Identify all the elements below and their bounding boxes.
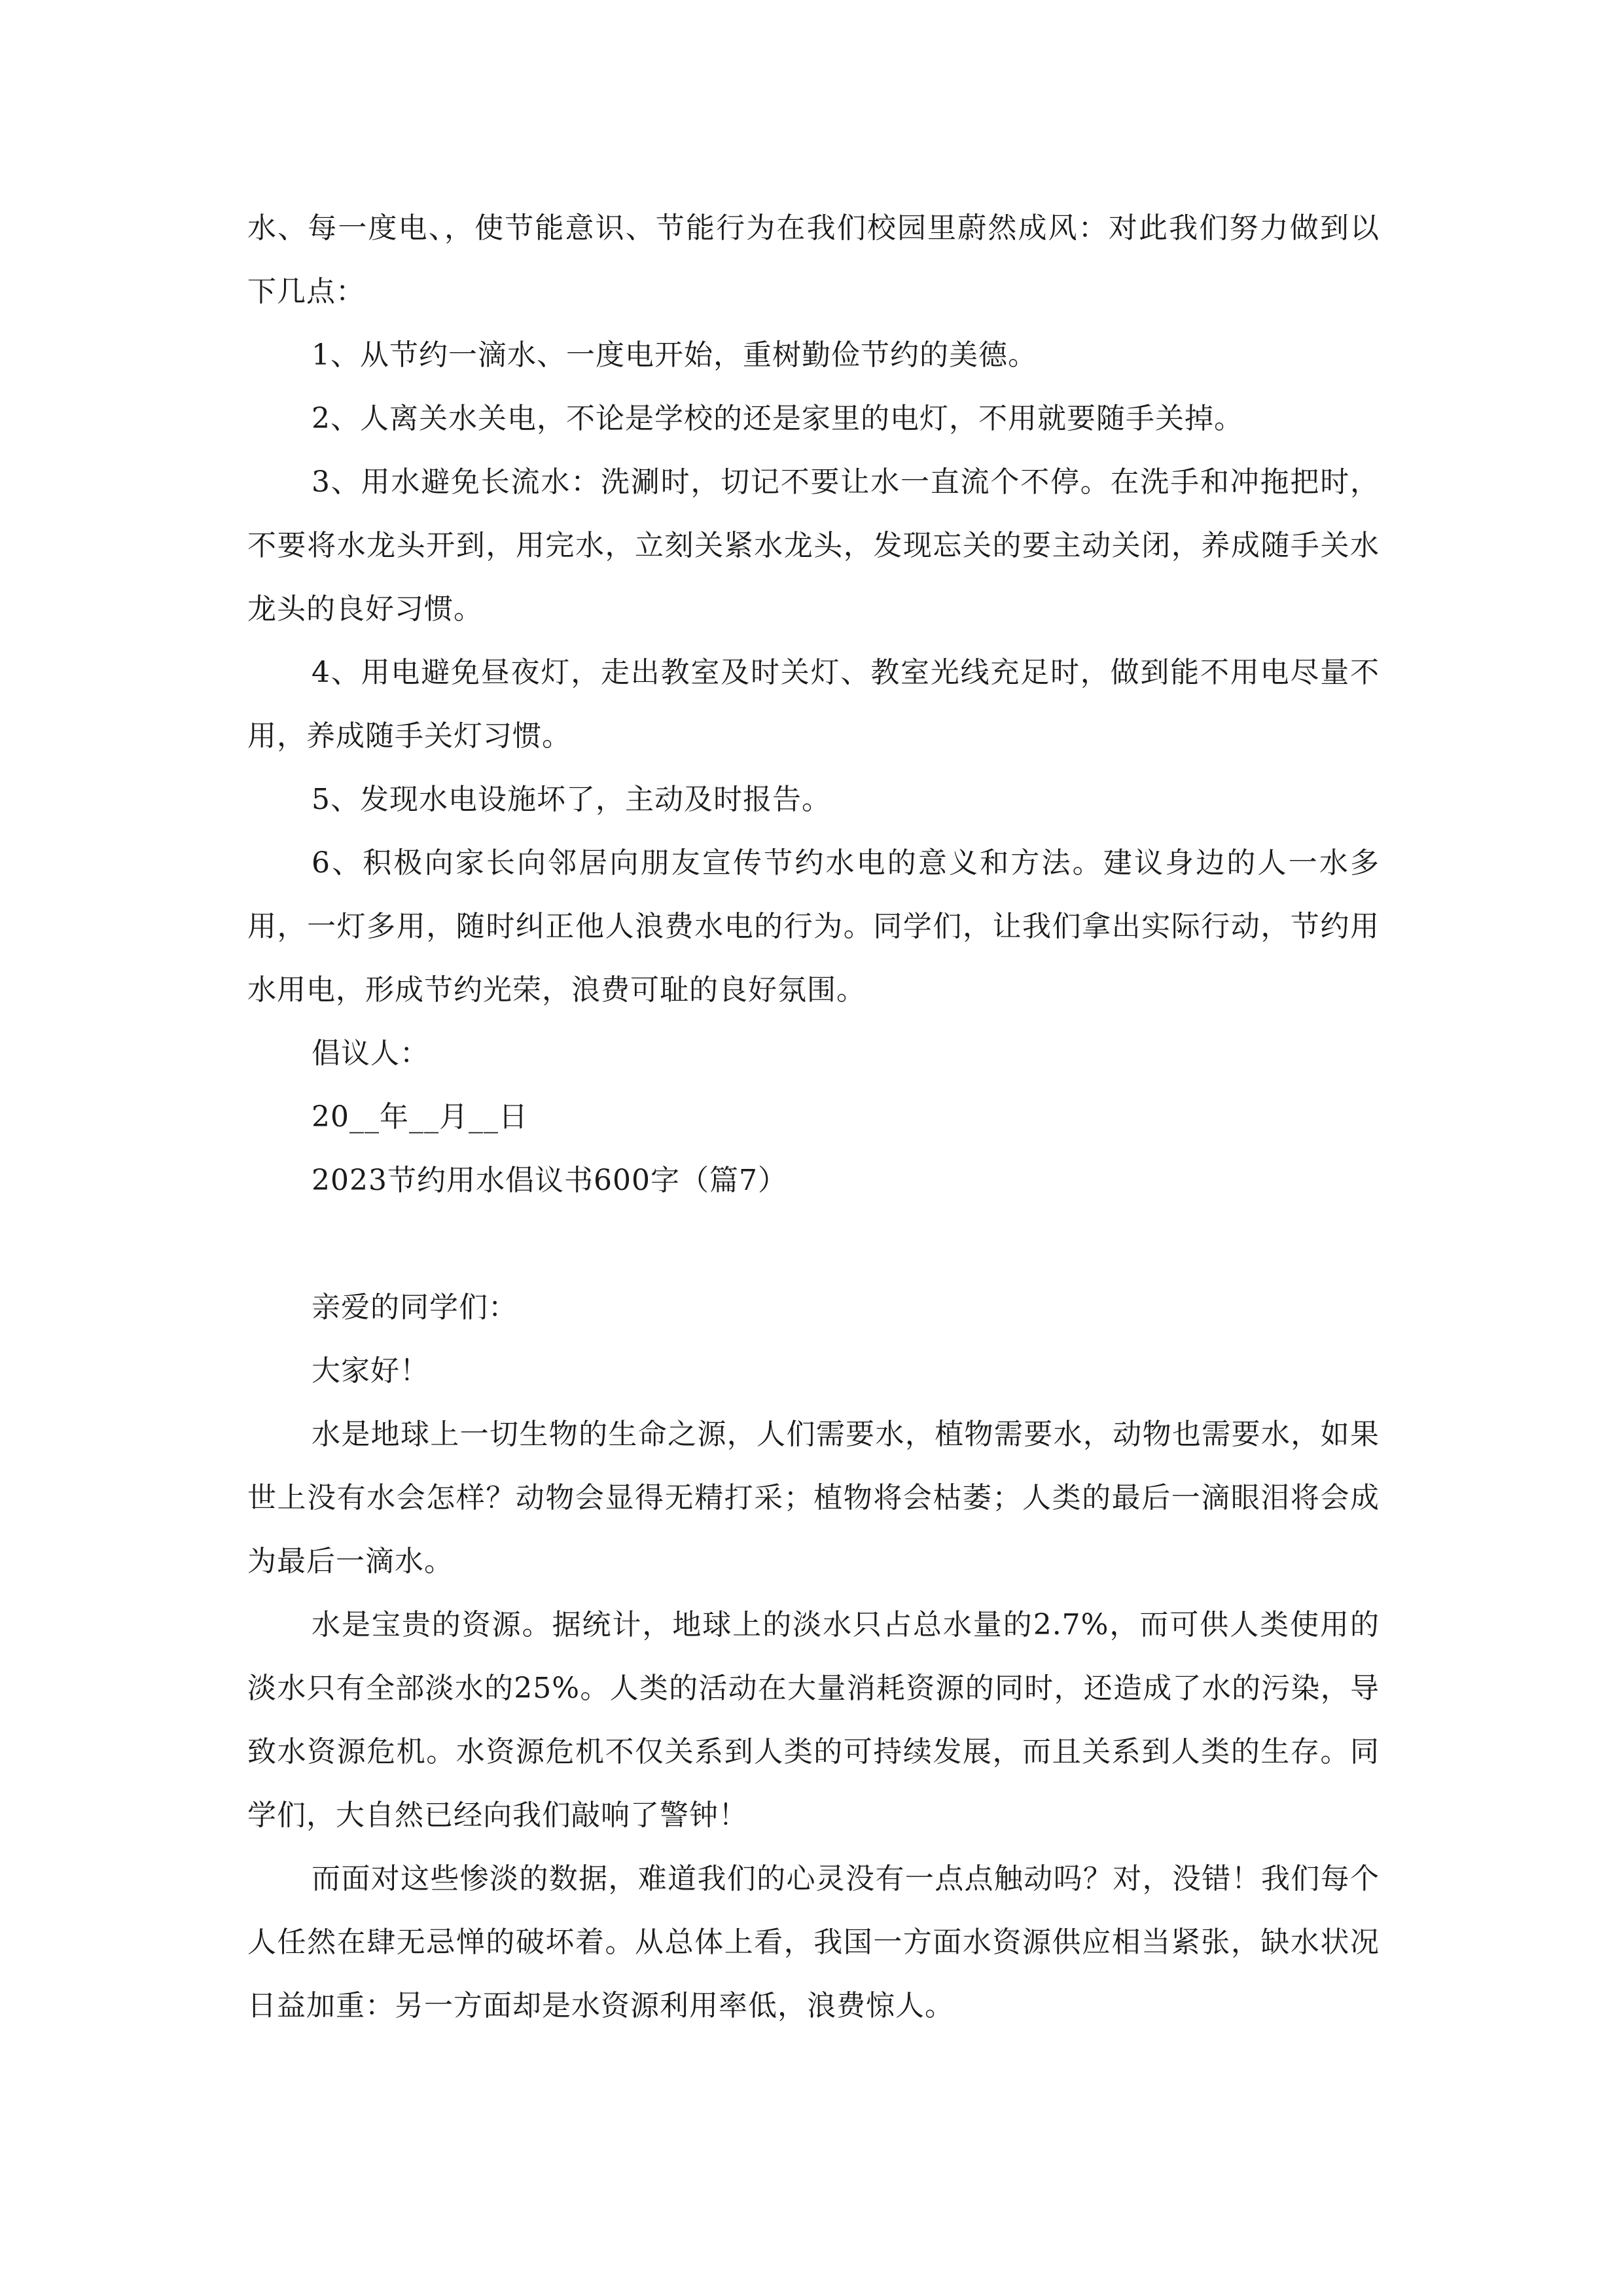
paragraph-continuation: 水、每一度电、，使节能意识、节能行为在我们校园里蔚然成风：对此我们努力做到以下几点： <box>247 211 1380 308</box>
paragraph-water-source: 水是地球上一切生物的生命之源，人们需要水，植物需要水，动物也需要水，如果世上没有水会怎样？动物会显得无精打采；植物将会枯萎；人类的最后一滴眼泪将会成为最后一滴水。 <box>247 1418 1380 1578</box>
list-item-1: 1、从节约一滴水、一度电开始，重树勤俭节约的美德。 <box>312 338 1037 372</box>
signer-label: 倡议人： <box>312 1037 429 1070</box>
greeting: 亲爱的同学们： <box>312 1291 518 1324</box>
document-body <box>247 196 1380 2037</box>
list-item-5: 5、发现水电设施坏了，主动及时报告。 <box>312 783 831 816</box>
blank-line <box>247 1212 1380 1276</box>
section-title: 2023节约用水倡议书600字（篇7） <box>312 1164 787 1197</box>
date-line: 20__年__月__日 <box>312 1100 528 1134</box>
list-item-4: 4、用电避免昼夜灯，走出教室及时关灯、教室光线充足时，做到能不用电尽量不用，养成随手关灯习惯。 <box>247 656 1380 753</box>
list-item-2: 2、人离关水关电，不论是学校的还是家里的电灯，不用就要随手关掉。 <box>312 402 1243 435</box>
list-item-3: 3、用水避免长流水：洗涮时，切记不要让水一直流个不停。在洗手和冲拖把时，不要将水龙头开到，用完水，立刻关紧水龙头，发现忘关的要主动关闭，养成随手关水龙头的良好习惯。 <box>247 465 1380 626</box>
list-item-6: 6、积极向家长向邻居向朋友宣传节约水电的意义和方法。建议身边的人一水多用，一灯多用，随时纠正他人浪费水电的行为。同学们，让我们拿出实际行动，节约用水用电，形成节约光荣，浪费可耻的良好氛围。 <box>247 846 1380 1007</box>
paragraph-water-resource: 水是宝贵的资源。据统计，地球上的淡水只占总水量的2.7%，而可供人类使用的淡水只有全部淡水的25%。人类的活动在大量消耗资源的同时，还造成了水的污染，导致水资源危机。水资源危机不仅关系到人类的可持续发展，而且关系到人类的生存。同学们，大自然已经向我们敲响了警钟！ <box>247 1608 1380 1832</box>
paragraph-water-data: 而面对这些惨淡的数据，难道我们的心灵没有一点点触动吗？对，没错！我们每个人任然在肆无忌惮的破坏着。从总体上看，我国一方面水资源供应相当紧张，缺水状况日益加重：另一方面却是水资源利用率低，浪费惊人。 <box>247 1862 1380 2022</box>
salutation: 大家好！ <box>312 1354 429 1388</box>
